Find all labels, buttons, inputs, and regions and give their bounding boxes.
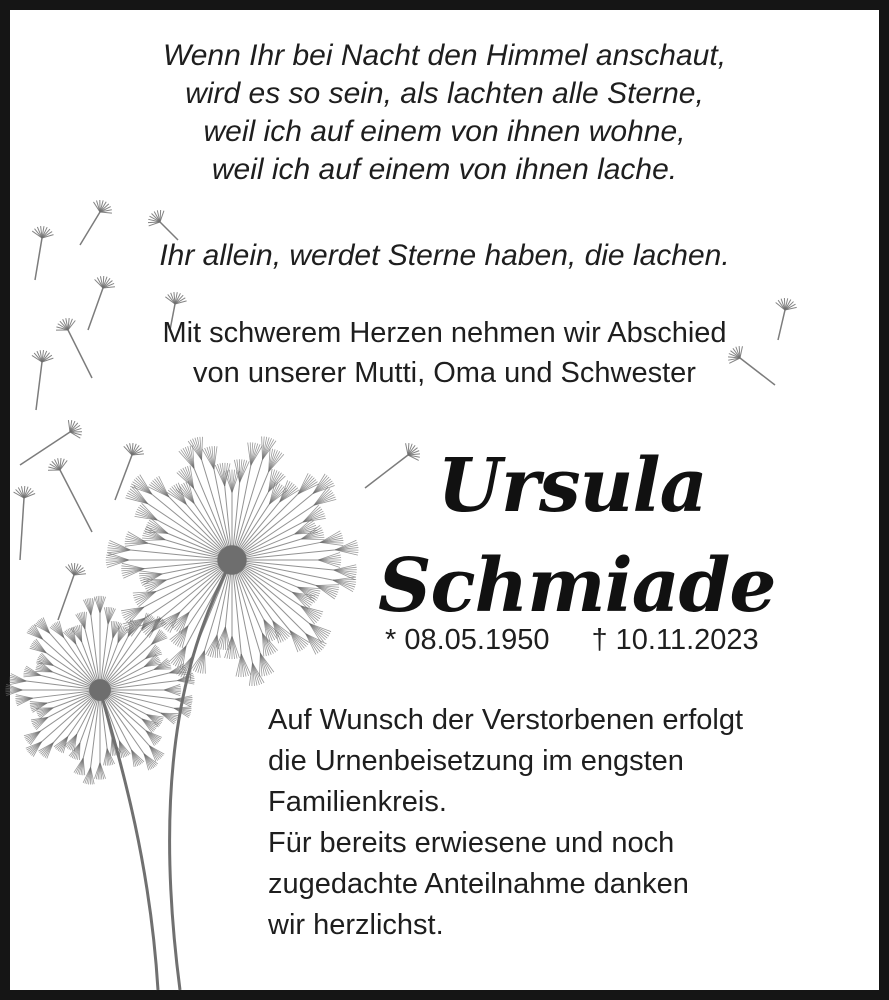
- notice-line: Auf Wunsch der Verstorbenen erfolgt: [268, 704, 744, 736]
- life-dates: [385, 620, 759, 660]
- farewell-intro: [0, 313, 889, 393]
- funeral-notice: [268, 700, 743, 946]
- notice-line: Für bereits erwiesene und noch: [268, 827, 675, 859]
- intro-line: Mit schwerem Herzen nehmen wir Abschied: [162, 317, 727, 349]
- notice-line: zugedachte Anteilnahme danken: [268, 868, 689, 900]
- poem-stanza-2: [0, 237, 889, 275]
- death-date: † 10.11.2023: [591, 624, 759, 656]
- deceased-first-name: Ursula: [437, 443, 707, 529]
- birth-date: * 08.05.1950: [385, 624, 550, 656]
- poem-line: weil ich auf einem von ihnen lache.: [211, 153, 678, 186]
- notice-line: wir herzlichst.: [268, 909, 444, 941]
- deceased-last-name: Schmiade: [378, 543, 776, 629]
- poem-line: weil ich auf einem von ihnen wohne,: [203, 115, 686, 148]
- poem-line: Wenn Ihr bei Nacht den Himmel anschaut,: [162, 39, 727, 72]
- poem-stanza-1: [0, 37, 889, 189]
- poem-line: Ihr allein, werdet Sterne haben, die lachen.: [159, 239, 730, 272]
- notice-line: die Urnenbeisetzung im engsten: [268, 745, 684, 777]
- dandelion-head-small: [5, 596, 194, 785]
- poem-line: wird es so sein, als lachten alle Sterne,: [185, 77, 704, 110]
- intro-line: von unserer Mutti, Oma und Schwester: [193, 357, 696, 389]
- notice-line: Familienkreis.: [268, 786, 447, 818]
- dandelion-head-large: [106, 436, 359, 686]
